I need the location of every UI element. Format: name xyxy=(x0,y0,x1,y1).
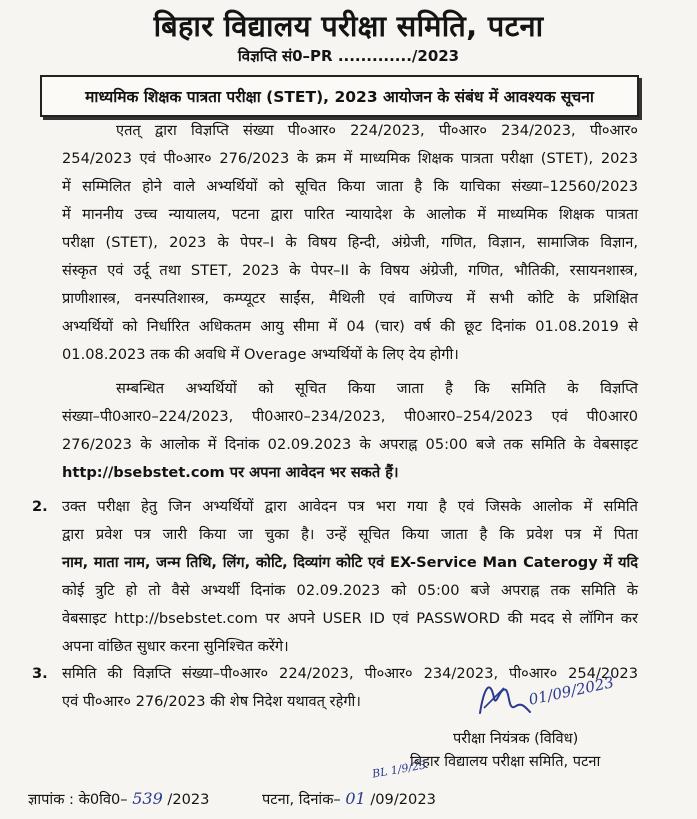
para2-line: सम्बन्धित अभ्यर्थियों को सूचित किया जाता है कि समिति के विज्ञप्ति xyxy=(116,380,638,397)
para2-line: 276/2023 के आलोक में दिनांक 02.09.2023 के अपराह्न 05:00 बजे तक समिति के वेबसाइट xyxy=(62,436,638,453)
item2-line: द्वारा प्रवेश पत्र जारी किया जा चुका है। उन्हें सूचित किया जाता है कि प्रवेश पत्र में पिता xyxy=(62,526,638,543)
initial-mark: BL 1/9/23 xyxy=(371,758,427,781)
para2-line: संख्या–पी0आर0–224/2023, पी0आर0–234/2023, पी0आर0–254/2023 एवं पी0आर0 xyxy=(62,408,638,425)
place-date-line xyxy=(262,788,436,811)
notice-number: विज्ञप्ति सं0–PR ............./2023 xyxy=(237,47,460,65)
memo-line xyxy=(28,788,209,811)
memo-label: ज्ञापांक : के0वि0– xyxy=(28,791,128,808)
item2-line: अपना वांछित सुधार करना सुनिश्चित करेंगे। xyxy=(62,638,289,655)
item2-line: कोई त्रुटि हो तो वैसे अभ्यर्थी दिनांक 02.09.2023 को 05:00 बजे अपराह्न तक समिति के xyxy=(62,582,638,599)
item2-line: उक्त परीक्षा हेतु जिन अभ्यर्थियों द्वारा आवेदन पत्र भरा गया है एवं जिसके आलोक में समिति xyxy=(62,498,638,515)
date-day: 01 xyxy=(345,789,366,808)
place-date-label: पटना, दिनांक– xyxy=(262,791,341,808)
para1-line: एतत् द्वारा विज्ञप्ति संख्या पी०आर० 224/2023, पी०आर० 234/2023, पी०आर० xyxy=(116,122,638,139)
item3-line: एवं पी०आर० 276/2023 की शेष निदेश यथावत् रहेगी। xyxy=(62,693,361,710)
date-rest: /09/2023 xyxy=(370,791,436,808)
para1-line: संस्कृत एवं उर्दू तथा STET, 2023 के पेपर–II के विषय अंग्रेजी, गणित, भौतिकी, रसायनशास्त्र, xyxy=(62,262,638,279)
item2-line: वेबसाइट http://bsebstet.com पर अपने USER ID एवं PASSWORD की मदद से लॉगिन कर xyxy=(62,610,638,627)
signatory-designation: परीक्षा नियंत्रक (विविध) xyxy=(453,730,579,747)
office-title: बिहार विद्यालय परीक्षा समिति, पटना xyxy=(153,9,544,43)
item3-line: समिति की विज्ञप्ति संख्या–पी०आर० 224/2023, पी०आर० 234/2023, पी०आर० 254/2023 xyxy=(62,665,638,682)
signature-date: 01/09/2023 xyxy=(527,673,616,709)
memo-year: /2023 xyxy=(167,791,210,808)
para1-line: में सम्मिलित होने वाले अभ्यर्थियों को सूचित किया जाता है कि याचिका संख्या–12560/2023 xyxy=(62,178,638,195)
signature xyxy=(470,668,616,728)
item-number: 3. xyxy=(32,665,48,682)
para1-line: 254/2023 एवं पी०आर० 276/2023 के क्रम में माध्यमिक शिक्षक पात्रता परीक्षा (STET), 2023 xyxy=(62,150,638,167)
item-number: 2. xyxy=(32,498,48,515)
para1-line: परीक्षा (STET), 2023 के पेपर–I के विषय हिन्दी, अंग्रेजी, गणित, विज्ञान, सामाजिक विज्ञान, xyxy=(62,234,638,251)
subject-box xyxy=(40,75,639,117)
para2-line: http://bsebstet.com पर अपना आवेदन भर सकते हैं। xyxy=(62,464,399,481)
subject-text: माध्यमिक शिक्षक पात्रता परीक्षा (STET), 2023 आयोजन के संबंध में आवश्यक सूचना xyxy=(85,88,594,106)
para1-line: में माननीय उच्च न्यायालय, पटना द्वारा पारित न्यायादेश के आलोक में माध्यमिक शिक्षक पात्रता xyxy=(62,206,638,223)
para1-line: अभ्यर्थियों को निर्धारित अधिकतम आयु सीमा में 04 (चार) वर्ष की छूट दिनांक 01.08.2019 से xyxy=(62,318,638,335)
memo-number: 539 xyxy=(132,789,163,808)
para1-line: 01.08.2023 तक की अवधि में Overage अभ्यर्थियों के लिए देय होगी। xyxy=(62,346,459,363)
para1-line: प्राणीशास्त्र, वनस्पतिशास्त्र, कम्प्यूटर साईंस, मैथिली एवं वाणिज्य में सभी कोटि के प्रशिक्षित xyxy=(62,290,638,307)
signatory-office: बिहार विद्यालय परीक्षा समिति, पटना xyxy=(410,753,601,770)
item2-line: नाम, माता नाम, जन्म तिथि, लिंग, कोटि, दिव्यांग कोटि एवं EX-Service Man Caterogy में यदि xyxy=(62,554,638,571)
